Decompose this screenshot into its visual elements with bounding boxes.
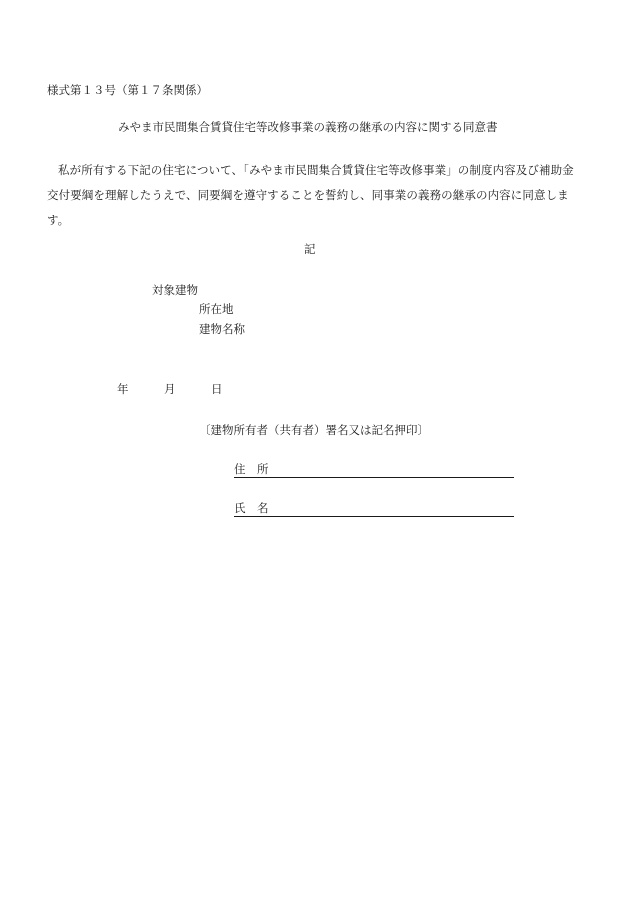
target-building-heading: 対象建物 (152, 283, 198, 297)
address-label: 住 所 (234, 462, 269, 476)
building-name-label: 建物名称 (199, 322, 245, 336)
consent-statement: 私が所有する下記の住宅について、「みやま市民間集合賃貸住宅等改修事業」の制度内容及び補助金交付要綱を理解したうえで、同要綱を遵守することを誓約し、同事業の義務の継承の内容に同意します。 (47, 163, 574, 227)
location-label: 所在地 (199, 302, 234, 316)
date-year-label: 年 (117, 382, 129, 396)
name-signature-line (234, 516, 514, 517)
name-label: 氏 名 (234, 501, 269, 515)
address-signature-line (234, 477, 514, 478)
document-title: みやま市民間集合賃貸住宅等改修事業の義務の継承の内容に関する同意書 (118, 120, 498, 134)
ki-heading: 記 (304, 242, 316, 256)
date-day-label: 日 (211, 382, 223, 396)
signature-caption: 〔建物所有者（共有者）署名又は記名押印〕 (199, 423, 429, 437)
date-month-label: 月 (164, 382, 176, 396)
form-number: 様式第１３号（第１７条関係） (47, 83, 208, 97)
